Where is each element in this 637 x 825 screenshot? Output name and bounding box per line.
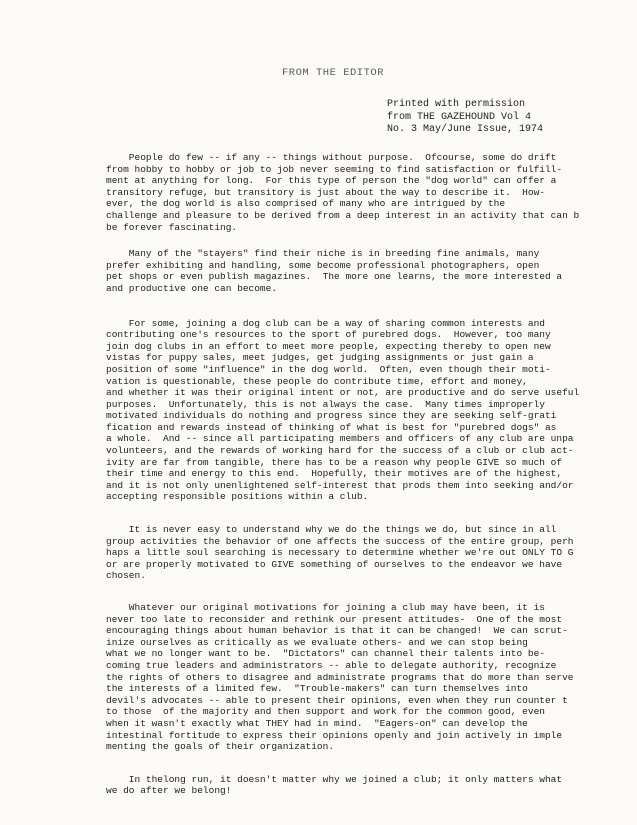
paragraph-4 bbox=[106, 524, 637, 582]
text-line: vistas for puppy sales, meet judges, get judging assignments or just gain a bbox=[106, 352, 534, 364]
text-line: It is never easy to understand why we do the things we do, but since in all bbox=[106, 524, 557, 536]
text-line: haps a little soul searching is necessary to determine whether we're out ONLY TO G bbox=[106, 547, 574, 559]
paragraph-6 bbox=[106, 773, 637, 797]
text-line: menting the goals of their organization. bbox=[106, 741, 335, 753]
text-line: join dog clubs in an effort to meet more people, expecting thereby to open new bbox=[106, 340, 551, 352]
text-line: contributing one's resources to the sport of purebred dogs. However, too many bbox=[106, 329, 551, 341]
permission-notice bbox=[387, 99, 543, 137]
text-line: motivated individuals do nothing and progress since they are seeking self-grati bbox=[106, 410, 557, 422]
text-line: group activities the behavior of one affects the success of the entire group, perh bbox=[106, 535, 574, 547]
text-line: and productive one can become. bbox=[106, 282, 278, 294]
permission-line: Printed with permission bbox=[387, 99, 526, 110]
text-line: vation is questionable, these people do contribute time, effort and money, bbox=[106, 375, 528, 387]
text-line: Many of the "stayers" find their niche is in breeding fine animals, many bbox=[106, 248, 540, 260]
text-line: fication and rewards instead of thinking of what is best for "purebred dogs" as bbox=[106, 421, 557, 433]
text-line: or are properly motivated to GIVE something of ourselves to the endeavor we have bbox=[106, 558, 563, 570]
text-line: the rights of others to disagree and administrate programs that do more than serve bbox=[106, 671, 574, 683]
text-line: we do after we belong! bbox=[106, 785, 232, 797]
text-line: chosen. bbox=[106, 570, 146, 582]
text-line: never too late to reconsider and rethink our present attitudes- One of the most bbox=[106, 613, 563, 625]
permission-line: No. 3 May/June Issue, 1974 bbox=[387, 124, 544, 135]
article-body bbox=[106, 152, 637, 797]
text-line: In thelong run, it doesn't matter why we joined a club; it only matters what bbox=[106, 773, 563, 785]
permission-line: from THE GAZEHOUND Vol 4 bbox=[387, 111, 532, 123]
text-line: For some, joining a dog club can be a way of sharing common interests and bbox=[106, 317, 545, 329]
text-line: be forever fascinating. bbox=[106, 221, 238, 233]
paragraph-2 bbox=[106, 248, 637, 294]
text-line: devil's advocates -- able to present their opinions, even when they run counter t bbox=[106, 694, 568, 706]
text-line: their time and energy to this end. Hopefully, their motives are of the highest, bbox=[106, 468, 563, 480]
text-line: ivity are far from tangible, there has to be a reason why people GIVE so much of bbox=[106, 456, 563, 468]
text-line: the interests of a limited few. "Trouble-makers" can turn themselves into bbox=[106, 683, 528, 695]
text-line: and whether it was their original intent or not, are productive and do serve useful bbox=[106, 387, 580, 399]
text-line: from hobby to hobby or job to job never seeming to find satisfaction or fulfill- bbox=[106, 163, 563, 175]
text-line: when it wasn't exactly what THEY had in mind. "Eagers-on" can develop the bbox=[106, 717, 528, 729]
text-line: purposes. Unfortunately, this is not always the case. Many times improperly bbox=[106, 398, 545, 410]
paragraph-1 bbox=[106, 152, 637, 233]
paragraph-3 bbox=[106, 317, 637, 504]
text-line: ever, the dog world is also comprised of many who are intrigued by the bbox=[106, 198, 506, 210]
paragraph-5 bbox=[106, 602, 637, 753]
text-line: pet shops or even publish magazines. The more one learns, the more interested a bbox=[106, 271, 563, 283]
page-heading: FROM THE EDITOR bbox=[282, 67, 385, 79]
text-line: encouraging things about human behavior is that it can be changed! We can scrut- bbox=[106, 625, 568, 637]
text-line: volunteers, and the rewards of working hard for the success of a club or club act- bbox=[106, 445, 574, 457]
text-line: and it is not only unenlightened self-interest that prods them into seeking and/or bbox=[106, 479, 574, 491]
text-line: inize ourselves as critically as we evaluate others- and we can stop being bbox=[106, 636, 528, 648]
text-line: Whatever our original motivations for joining a club may have been, it is bbox=[106, 602, 545, 613]
text-line: accepting responsible positions within a club. bbox=[106, 491, 369, 503]
text-line: position of some "influence" in the dog world. Often, even though their moti- bbox=[106, 363, 551, 375]
text-line: intestinal fortitude to express their opinions openly and join actively in imple bbox=[106, 729, 563, 741]
text-line: challenge and pleasure to be derived from a deep interest in an activity that can b bbox=[106, 209, 580, 221]
text-line: what we no longer want to be. "Dictators" can channel their talents into be- bbox=[106, 648, 545, 660]
text-line: People do few -- if any -- things without purpose. Ofcourse, some do drift bbox=[106, 152, 557, 163]
text-line: prefer exhibiting and handling, some become professional photographers, open bbox=[106, 259, 540, 271]
text-line: transitory refuge, but transitory is just about the way to describe it. How- bbox=[106, 186, 545, 198]
text-line: ment at anything for long. For this type of person the "dog world" can offer a bbox=[106, 175, 557, 187]
text-line: a whole. And -- since all participating members and officers of any club are unpa bbox=[106, 433, 574, 445]
text-line: coming true leaders and administrators -- able to delegate authority, recognize bbox=[106, 659, 557, 671]
text-line: to those of the majority and then support and work for the common good, even bbox=[106, 706, 545, 718]
